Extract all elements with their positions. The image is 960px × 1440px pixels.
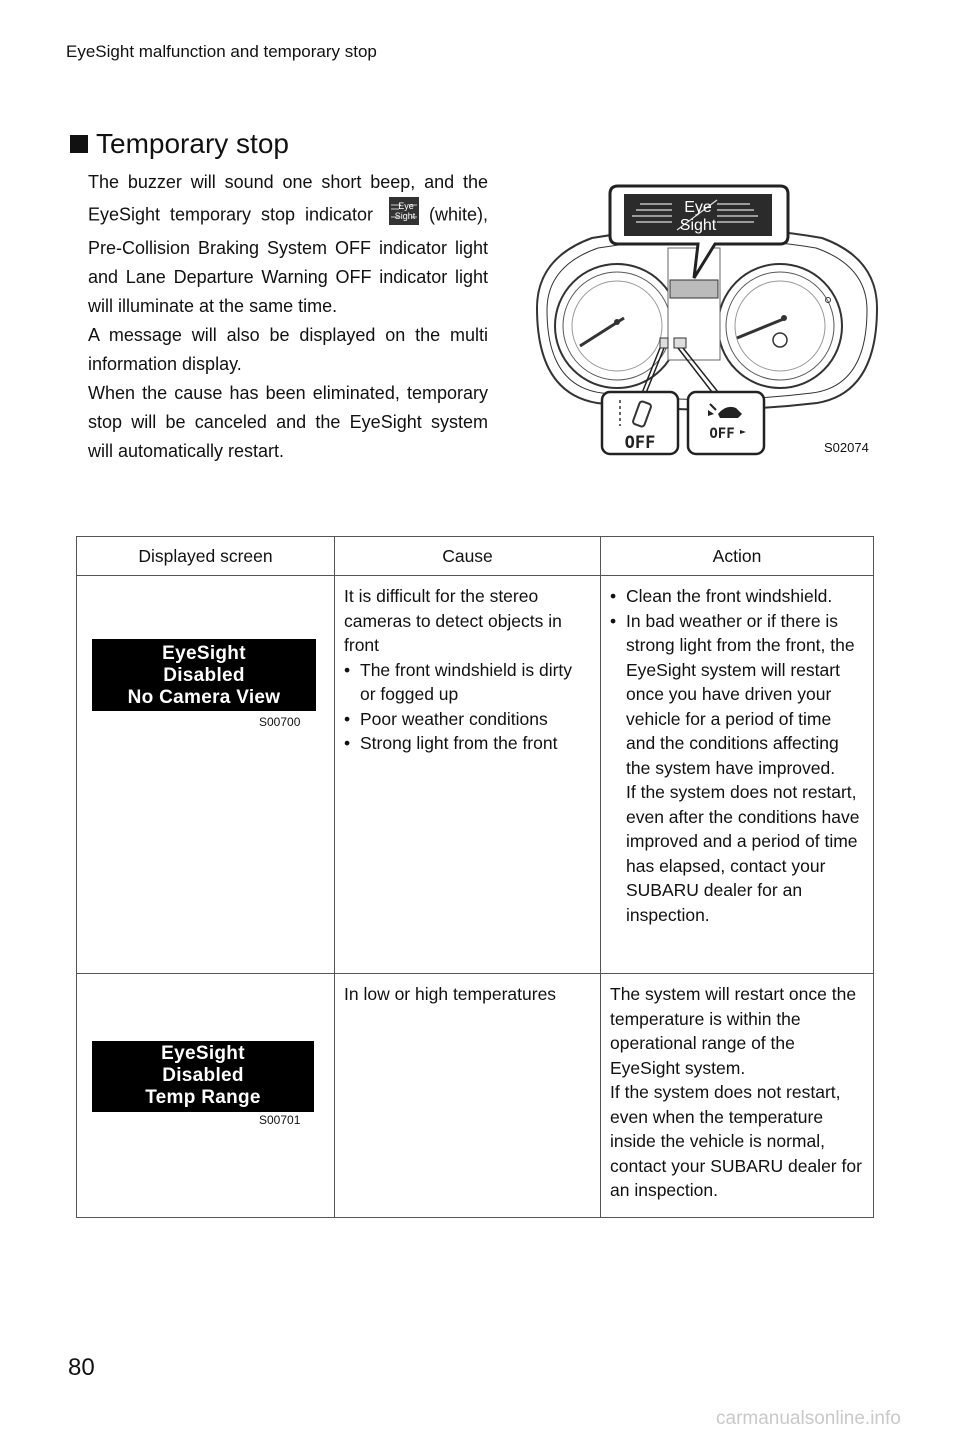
screen-line: EyeSight	[162, 643, 246, 664]
list-item: • Poor weather conditions	[344, 707, 592, 732]
cause-intro: It is difficult for the stereo cameras to detect objects in front	[344, 586, 562, 655]
page-number: 80	[68, 1354, 95, 1381]
highlighted-indicator	[670, 280, 718, 298]
right-gauge	[718, 264, 842, 388]
lane-departure-off-indicator	[602, 392, 678, 454]
screen-line: Disabled	[163, 665, 245, 686]
action-followup: If the system does not restart, even when the temperature inside the vehicle is normal, contact your SUBARU dealer for an inspection.	[610, 1082, 862, 1200]
svg-text:Sight: Sight	[394, 211, 416, 221]
watermark: carmanualsonline.info	[716, 1408, 901, 1429]
action-list	[610, 584, 865, 780]
list-item: • The front windshield is dirty or fogged up	[344, 658, 592, 707]
left-gauge	[555, 264, 679, 388]
svg-text:OFF: OFF	[709, 426, 735, 442]
svg-text:OFF: OFF	[624, 433, 656, 453]
intro-text-part-1: The buzzer will sound one short beep, and the EyeSight temporary stop indicator	[88, 172, 488, 225]
eyesight-temporary-stop-icon	[389, 197, 419, 234]
list-item: • In bad weather or if there is strong light from the front, the EyeSight system will restart once you have driven your vehicle for a period of time and the conditions affecting the system have improved.	[610, 609, 865, 781]
screen-cell-1	[77, 576, 335, 974]
table-row	[77, 974, 874, 1218]
cause-cell-2	[335, 974, 601, 1218]
figure-label: S02074	[824, 440, 869, 455]
screen-id: S00700	[259, 715, 301, 729]
intro-paragraph-3: When the cause has been eliminated, temporary stop will be canceled and the EyeSight system will automatically restart.	[88, 383, 488, 461]
section-title-text: Temporary stop	[96, 128, 289, 159]
eyesight-text-1: Eye	[684, 199, 712, 216]
action-cell-2	[601, 974, 874, 1218]
screen-id: S00701	[259, 1113, 301, 1127]
list-item: • Strong light from the front	[344, 731, 592, 756]
header-displayed-screen: Displayed screen	[77, 537, 335, 576]
table-header-row	[77, 537, 874, 576]
svg-text:Eye: Eye	[398, 201, 414, 211]
cause-list	[344, 658, 592, 756]
intro-paragraph-1	[88, 168, 488, 321]
action-cell-1	[601, 576, 874, 974]
screen-line: Temp Range	[145, 1087, 261, 1108]
cause-text: In low or high temperatures	[344, 984, 557, 1004]
display-screen-no-camera-view	[92, 639, 316, 711]
header-cause: Cause	[335, 537, 601, 576]
table-row	[77, 576, 874, 974]
running-head: EyeSight malfunction and temporary stop	[66, 42, 377, 61]
intro-text	[88, 168, 488, 466]
action-text: The system will restart once the temperature is within the operational range of the EyeSight system.	[610, 984, 857, 1078]
list-item: • Clean the front windshield.	[610, 584, 865, 609]
screen-line: No Camera View	[127, 687, 281, 708]
intro-text-part-2: (white), Pre-Collision Braking System OFF indicator light and Lane Departure Warning OFF indicator light will illuminate at the same time.	[88, 204, 488, 316]
cause-action-table	[76, 536, 874, 1218]
action-followup: If the system does not restart, even after the conditions have improved and a period of time has elapsed, contact your SUBARU dealer for an inspection.	[626, 782, 860, 925]
intro-paragraph-2: A message will also be displayed on the multi information display.	[88, 325, 488, 374]
section-square-icon	[70, 135, 88, 153]
screen-line: EyeSight	[161, 1043, 245, 1064]
screen-cell-2	[77, 974, 335, 1218]
pre-collision-braking-off-indicator	[688, 392, 764, 454]
eyesight-text-2: Sight	[679, 217, 717, 234]
header-action: Action	[601, 537, 874, 576]
cause-cell-1	[335, 576, 601, 974]
screen-line: Disabled	[162, 1065, 244, 1086]
display-screen-temp-range	[92, 1041, 314, 1112]
section-title	[70, 128, 289, 160]
instrument-cluster-figure	[532, 178, 882, 468]
